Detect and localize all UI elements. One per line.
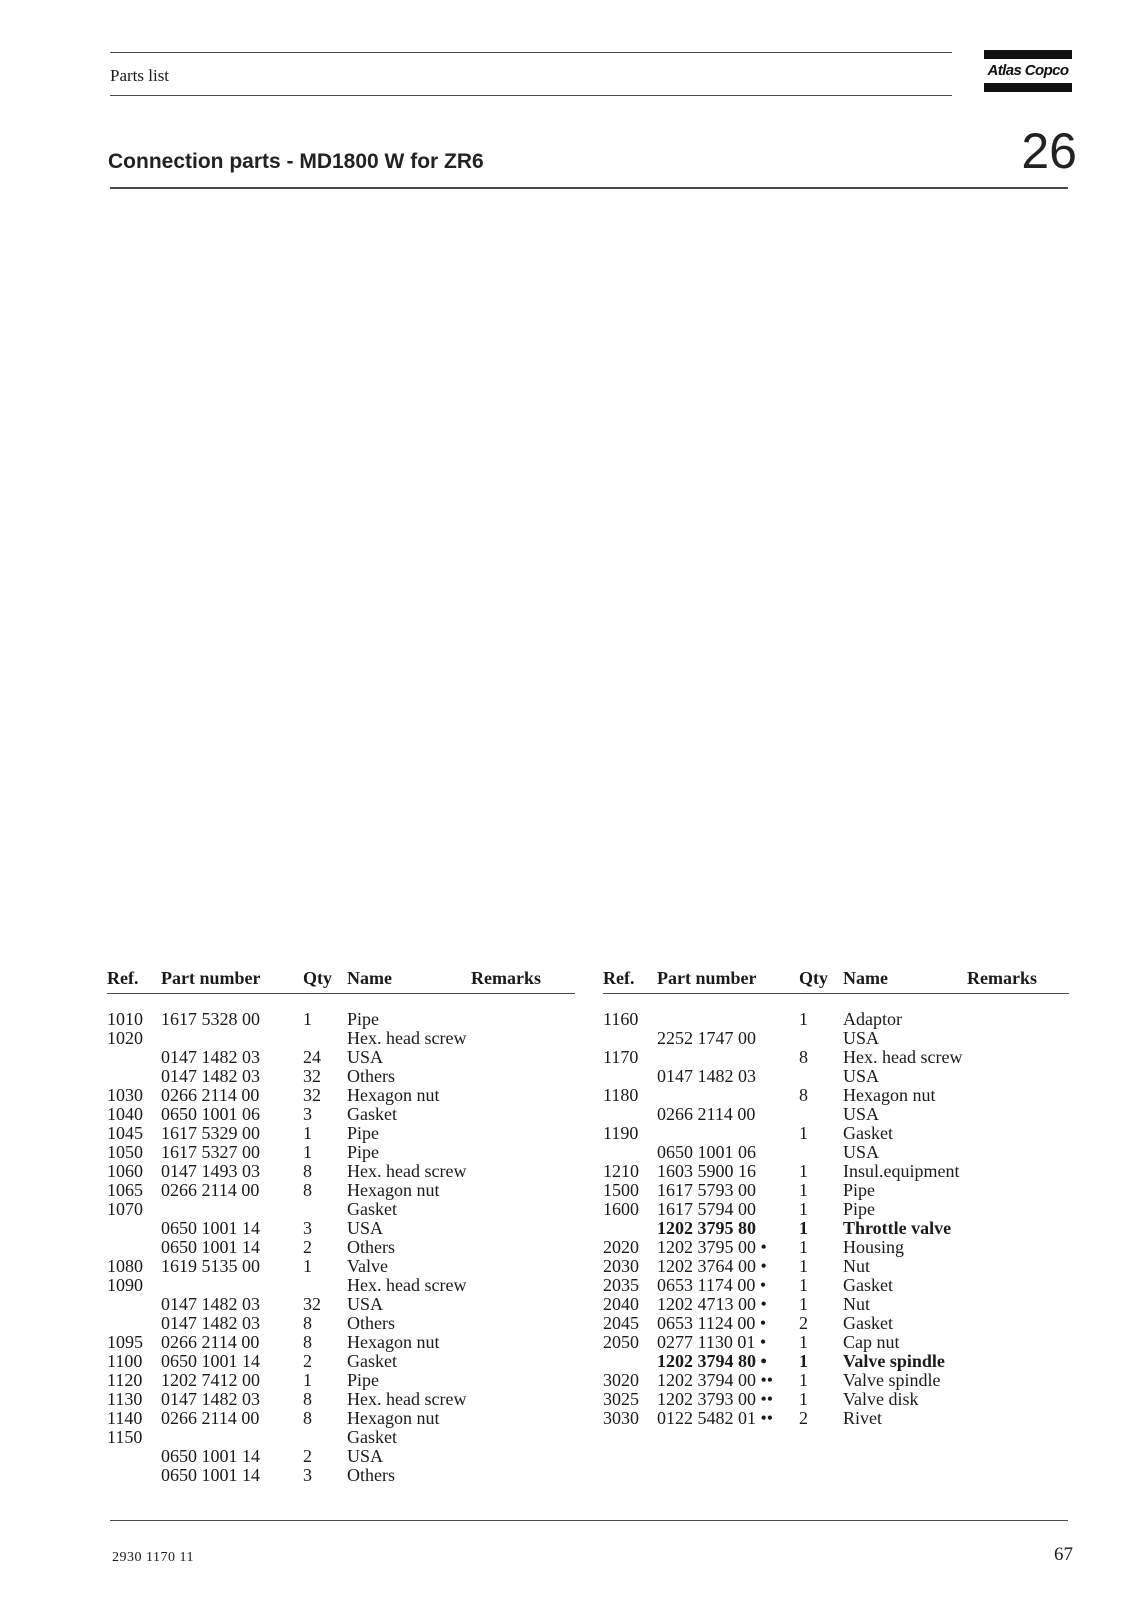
cell-qty: 1 [799, 1256, 808, 1276]
cell-qty: 1 [303, 1142, 312, 1162]
cell-qty: 1 [303, 1123, 312, 1143]
cell-part-number: 0650 1001 14 [161, 1446, 260, 1466]
table-body [107, 1010, 575, 1485]
table-row [107, 1219, 575, 1238]
cell-name: Gasket [347, 1427, 397, 1447]
cell-qty: 1 [799, 1351, 808, 1371]
cell-part-number: 1617 5793 00 [657, 1180, 756, 1200]
cell-qty: 1 [799, 1199, 808, 1219]
cell-ref: 1050 [107, 1142, 143, 1162]
cell-part-number: 1202 3795 80 [657, 1218, 756, 1238]
cell-ref: 1500 [603, 1180, 639, 1200]
col-remarks-header: Remarks [967, 968, 1037, 988]
cell-ref: 1020 [107, 1028, 143, 1048]
logo-top-bar [984, 50, 1072, 59]
cell-qty: 32 [303, 1085, 321, 1105]
cell-part-number: 0147 1482 03 [161, 1313, 260, 1333]
table-row [107, 1010, 575, 1029]
cell-part-number: 1617 5794 00 [657, 1199, 756, 1219]
cell-qty: 8 [303, 1180, 312, 1200]
cell-qty: 1 [799, 1332, 808, 1352]
cell-ref: 1600 [603, 1199, 639, 1219]
cell-ref: 1030 [107, 1085, 143, 1105]
cell-ref: 1090 [107, 1275, 143, 1295]
cell-name: Valve disk [843, 1389, 919, 1409]
cell-part-number: 1202 3764 00 • [657, 1256, 767, 1276]
cell-ref: 1065 [107, 1180, 143, 1200]
logo-wordmark: Atlas Copco [987, 62, 1069, 79]
footer-page-number: 67 [1054, 1544, 1073, 1565]
cell-name: Others [347, 1066, 395, 1086]
cell-part-number: 1617 5328 00 [161, 1009, 260, 1029]
cell-qty: 32 [303, 1066, 321, 1086]
cell-name: Nut [843, 1256, 870, 1276]
cell-part-number: 0653 1174 00 • [657, 1275, 767, 1295]
table-row [107, 1257, 575, 1276]
cell-qty: 2 [799, 1313, 808, 1333]
cell-qty: 1 [799, 1237, 808, 1257]
table-row [603, 1124, 1069, 1143]
cell-part-number: 0653 1124 00 • [657, 1313, 767, 1333]
table-row [107, 1390, 575, 1409]
table-row [603, 1390, 1069, 1409]
table-row [603, 1409, 1069, 1428]
table-row [603, 1143, 1069, 1162]
table-row [107, 1181, 575, 1200]
table-row [603, 1371, 1069, 1390]
table-row [107, 1447, 575, 1466]
table-row [603, 1333, 1069, 1352]
cell-ref: 1060 [107, 1161, 143, 1181]
cell-qty: 2 [303, 1237, 312, 1257]
table-row [603, 1314, 1069, 1333]
cell-name: Others [347, 1237, 395, 1257]
cell-qty: 3 [303, 1104, 312, 1124]
cell-ref: 1040 [107, 1104, 143, 1124]
cell-part-number: 0122 5482 01 •• [657, 1408, 774, 1428]
cell-name: Pipe [843, 1199, 876, 1219]
col-remarks-header: Remarks [471, 968, 541, 988]
cell-name: Pipe [347, 1009, 380, 1029]
col-part-number-header: Part number [161, 968, 261, 988]
table-row [107, 1371, 575, 1390]
table-row [107, 1314, 575, 1333]
table-row [603, 1352, 1069, 1371]
cell-part-number: 0147 1482 03 [161, 1294, 260, 1314]
cell-name: Rivet [843, 1408, 882, 1428]
cell-part-number: 0266 2114 00 [657, 1104, 756, 1124]
cell-name: Valve spindle [843, 1351, 945, 1371]
cell-part-number: 0266 2114 00 [161, 1180, 260, 1200]
cell-part-number: 1617 5327 00 [161, 1142, 260, 1162]
cell-ref: 2045 [603, 1313, 639, 1333]
table-header-rule [107, 993, 575, 994]
cell-part-number: 0650 1001 14 [161, 1218, 260, 1238]
table-row [107, 1029, 575, 1048]
cell-name: Housing [843, 1237, 905, 1257]
cell-part-number: 1202 3794 00 •• [657, 1370, 774, 1390]
cell-qty: 8 [799, 1047, 808, 1067]
table-row [603, 1200, 1069, 1219]
cell-name: Valve spindle [843, 1370, 941, 1390]
table-row [107, 1067, 575, 1086]
cell-part-number: 0147 1482 03 [161, 1066, 260, 1086]
header-bottom-rule [110, 95, 952, 96]
cell-qty: 8 [799, 1085, 808, 1105]
cell-part-number: 1617 5329 00 [161, 1123, 260, 1143]
col-ref-header: Ref. [107, 968, 139, 988]
cell-name: Hexagon nut [347, 1180, 440, 1200]
cell-part-number: 0277 1130 01 • [657, 1332, 767, 1352]
cell-qty: 8 [303, 1313, 312, 1333]
cell-qty: 1 [799, 1009, 808, 1029]
parts-table-right [603, 968, 1069, 1428]
cell-qty: 8 [303, 1408, 312, 1428]
cell-part-number: 0266 2114 00 [161, 1085, 260, 1105]
table-row [603, 1238, 1069, 1257]
cell-qty: 8 [303, 1332, 312, 1352]
cell-qty: 1 [303, 1256, 312, 1276]
cell-qty: 1 [799, 1218, 808, 1238]
cell-qty: 3 [303, 1218, 312, 1238]
cell-name: Hex. head screw [843, 1047, 963, 1067]
cell-ref: 1170 [603, 1047, 639, 1067]
table-row [107, 1162, 575, 1181]
cell-qty: 32 [303, 1294, 321, 1314]
table-header [107, 968, 575, 992]
cell-ref: 2030 [603, 1256, 639, 1276]
cell-ref: 2035 [603, 1275, 639, 1295]
cell-ref: 1045 [107, 1123, 143, 1143]
col-ref-header: Ref. [603, 968, 635, 988]
cell-qty: 8 [303, 1389, 312, 1409]
cell-ref: 2040 [603, 1294, 639, 1314]
cell-part-number: 2252 1747 00 [657, 1028, 756, 1048]
cell-ref: 1160 [603, 1009, 639, 1029]
cell-ref: 2020 [603, 1237, 639, 1257]
cell-part-number: 0650 1001 14 [161, 1237, 260, 1257]
table-row [603, 1181, 1069, 1200]
cell-ref: 1190 [603, 1123, 639, 1143]
table-row [603, 1010, 1069, 1029]
cell-name: Hex. head screw [347, 1389, 467, 1409]
cell-ref: 1180 [603, 1085, 639, 1105]
cell-qty: 2 [303, 1351, 312, 1371]
cell-qty: 1 [799, 1275, 808, 1295]
table-row [107, 1466, 575, 1485]
cell-ref: 1095 [107, 1332, 143, 1352]
cell-name: USA [347, 1047, 384, 1067]
cell-ref: 1010 [107, 1009, 143, 1029]
col-name-header: Name [347, 968, 392, 988]
cell-ref: 2050 [603, 1332, 639, 1352]
header-top-rule [110, 52, 952, 53]
cell-ref: 3025 [603, 1389, 639, 1409]
cell-name: Others [347, 1465, 395, 1485]
cell-part-number: 1603 5900 16 [657, 1161, 756, 1181]
cell-name: Pipe [347, 1142, 380, 1162]
cell-qty: 1 [799, 1161, 808, 1181]
cell-part-number: 0650 1001 14 [161, 1465, 260, 1485]
cell-name: USA [843, 1142, 880, 1162]
cell-name: Hex. head screw [347, 1275, 467, 1295]
table-row [107, 1295, 575, 1314]
cell-name: Hex. head screw [347, 1161, 467, 1181]
cell-ref: 1210 [603, 1161, 639, 1181]
cell-part-number: 1202 7412 00 [161, 1370, 260, 1390]
cell-ref: 3020 [603, 1370, 639, 1390]
table-row [107, 1200, 575, 1219]
table-body [603, 1010, 1069, 1428]
table-row [107, 1124, 575, 1143]
cell-name: Hexagon nut [347, 1408, 440, 1428]
cell-part-number: 0650 1001 06 [657, 1142, 756, 1162]
cell-qty: 3 [303, 1465, 312, 1485]
table-row [603, 1257, 1069, 1276]
parts-table-left [107, 968, 575, 1485]
col-part-number-header: Part number [657, 968, 757, 988]
footer-document-number: 2930 1170 11 [112, 1550, 194, 1565]
table-row [107, 1086, 575, 1105]
cell-name: USA [843, 1028, 880, 1048]
cell-part-number: 0147 1482 03 [657, 1066, 756, 1086]
cell-name: Gasket [347, 1199, 397, 1219]
col-name-header: Name [843, 968, 888, 988]
table-row [603, 1219, 1069, 1238]
cell-name: Hexagon nut [347, 1332, 440, 1352]
cell-name: USA [843, 1104, 880, 1124]
table-row [107, 1409, 575, 1428]
table-row [603, 1029, 1069, 1048]
cell-part-number: 1202 3794 80 • [657, 1351, 767, 1371]
cell-part-number: 1202 3795 00 • [657, 1237, 767, 1257]
cell-name: Gasket [347, 1351, 397, 1371]
cell-name: USA [347, 1446, 384, 1466]
cell-name: Cap nut [843, 1332, 900, 1352]
cell-qty: 8 [303, 1161, 312, 1181]
header-label: Parts list [110, 66, 170, 85]
table-row [107, 1048, 575, 1067]
title-rule [110, 187, 1068, 189]
cell-name: Hex. head screw [347, 1028, 467, 1048]
cell-ref: 1070 [107, 1199, 143, 1219]
cell-ref: 1130 [107, 1389, 143, 1409]
cell-part-number: 0147 1482 03 [161, 1389, 260, 1409]
cell-name: Gasket [843, 1275, 893, 1295]
table-row [107, 1333, 575, 1352]
atlas-copco-logo [984, 50, 1072, 95]
cell-name: Adaptor [843, 1009, 902, 1029]
table-row [107, 1143, 575, 1162]
cell-name: Pipe [347, 1370, 380, 1390]
cell-part-number: 0147 1482 03 [161, 1047, 260, 1067]
cell-name: Insul.equipment [843, 1161, 960, 1181]
page-title: Connection parts - MD1800 W for ZR6 [108, 150, 484, 173]
cell-qty: 1 [799, 1180, 808, 1200]
col-qty-header: Qty [303, 968, 332, 988]
cell-qty: 24 [303, 1047, 321, 1067]
cell-qty: 1 [303, 1009, 312, 1029]
table-row [107, 1238, 575, 1257]
cell-ref: 1150 [107, 1427, 143, 1447]
cell-name: USA [347, 1294, 384, 1314]
cell-qty: 1 [799, 1389, 808, 1409]
cell-ref: 1080 [107, 1256, 143, 1276]
table-row [603, 1105, 1069, 1124]
cell-name: Pipe [347, 1123, 380, 1143]
cell-part-number: 1202 4713 00 • [657, 1294, 767, 1314]
cell-qty: 1 [799, 1294, 808, 1314]
cell-qty: 2 [303, 1446, 312, 1466]
cell-ref: 1100 [107, 1351, 143, 1371]
cell-name: Gasket [843, 1313, 893, 1333]
cell-qty: 1 [799, 1370, 808, 1390]
table-header-rule [603, 993, 1069, 994]
cell-name: USA [347, 1218, 384, 1238]
cell-part-number: 1619 5135 00 [161, 1256, 260, 1276]
cell-ref: 3030 [603, 1408, 639, 1428]
cell-name: Valve [347, 1256, 388, 1276]
section-number: 26 [1021, 123, 1077, 179]
table-row [107, 1276, 575, 1295]
cell-qty: 2 [799, 1408, 808, 1428]
cell-name: Others [347, 1313, 395, 1333]
cell-part-number: 0650 1001 14 [161, 1351, 260, 1371]
table-row [603, 1086, 1069, 1105]
cell-name: USA [843, 1066, 880, 1086]
table-row [107, 1428, 575, 1447]
cell-name: Nut [843, 1294, 870, 1314]
cell-name: Hexagon nut [843, 1085, 936, 1105]
cell-part-number: 0266 2114 00 [161, 1408, 260, 1428]
cell-qty: 1 [799, 1123, 808, 1143]
cell-part-number: 0147 1493 03 [161, 1161, 260, 1181]
cell-ref: 1140 [107, 1408, 143, 1428]
table-row [603, 1067, 1069, 1086]
cell-ref: 1120 [107, 1370, 143, 1390]
cell-name: Hexagon nut [347, 1085, 440, 1105]
table-row [107, 1105, 575, 1124]
table-row [603, 1295, 1069, 1314]
cell-name: Gasket [843, 1123, 893, 1143]
cell-name: Pipe [843, 1180, 876, 1200]
cell-part-number: 0650 1001 06 [161, 1104, 260, 1124]
col-qty-header: Qty [799, 968, 828, 988]
cell-part-number: 1202 3793 00 •• [657, 1389, 774, 1409]
cell-qty: 1 [303, 1370, 312, 1390]
cell-part-number: 0266 2114 00 [161, 1332, 260, 1352]
footer-rule [110, 1520, 1068, 1521]
logo-bottom-bar [984, 83, 1072, 92]
table-row [603, 1162, 1069, 1181]
table-row [603, 1048, 1069, 1067]
cell-name: Gasket [347, 1104, 397, 1124]
table-row [603, 1276, 1069, 1295]
cell-name: Throttle valve [843, 1218, 952, 1238]
table-row [107, 1352, 575, 1371]
table-header [603, 968, 1069, 992]
